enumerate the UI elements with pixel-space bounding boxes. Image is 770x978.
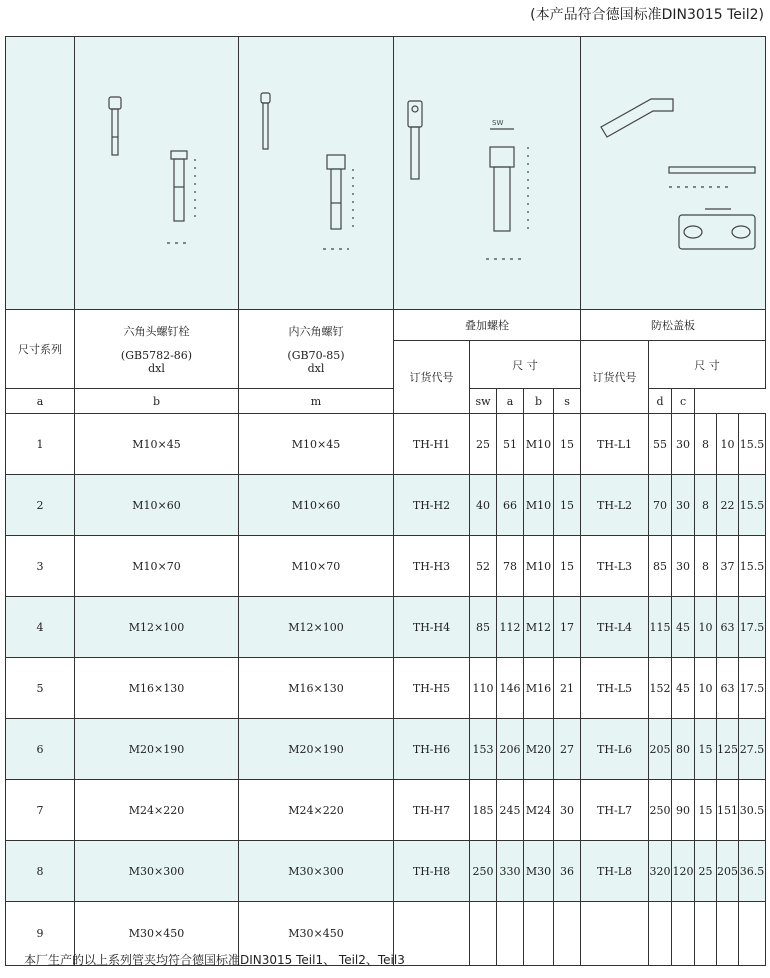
stack-bolt-drawing [394,37,581,310]
socket-screw-header [239,310,394,389]
stack-sw-cell: 17 [554,597,581,658]
size-series-cell: 8 [6,841,75,902]
plate-d-cell: 125 [717,719,739,780]
plate-col-b: b [524,389,554,414]
stack-m-cell: M10 [524,536,554,597]
plate-c-cell: 36.5 [739,841,766,902]
plate-d-cell: 22 [717,475,739,536]
illustration-row [6,37,766,310]
plate-a-cell: 250 [649,780,672,841]
plate-s-cell [695,902,717,966]
stack-b-cell: 146 [497,658,524,719]
stack-sw-cell: 30 [554,780,581,841]
stack-m-cell [524,902,554,966]
stack-b-cell [497,902,524,966]
stack-m-cell: M20 [524,719,554,780]
socket-screw-standard: (GB70-85) [287,349,345,362]
hex-bolt-cell: M20×190 [75,719,239,780]
plate-c-cell: 30.5 [739,780,766,841]
stack-m-cell: M10 [524,475,554,536]
plate-b-cell: 90 [672,780,695,841]
hex-bolt-header [75,310,239,389]
hex-bolt-title: 六角头螺钉栓 [123,325,190,338]
stack-m-cell: M16 [524,658,554,719]
lock-plate-code-cell: TH-L4 [581,597,649,658]
stack-a-cell: 85 [470,597,497,658]
socket-screw-cell: M10×45 [239,414,394,475]
socket-screw-title: 内六角螺钉 [288,325,344,338]
plate-d-cell: 205 [717,841,739,902]
plate-b-cell [672,902,695,966]
plate-c-cell: 15.5 [739,475,766,536]
spec-table-frame [5,36,765,944]
plate-a-cell: 320 [649,841,672,902]
size-series-cell: 3 [6,536,75,597]
stack-col-b: b [75,389,239,414]
plate-b-cell: 120 [672,841,695,902]
table-row [6,719,766,780]
stack-a-cell [470,902,497,966]
plate-a-cell: 152 [649,658,672,719]
plate-c-cell: 17.5 [739,658,766,719]
stack-m-cell: M10 [524,414,554,475]
stack-sw-cell [554,902,581,966]
size-series-cell: 6 [6,719,75,780]
stack-sw-cell: 15 [554,536,581,597]
plate-s-cell: 8 [695,414,717,475]
hex-bolt-drawing [75,37,239,310]
hex-bolt-cell: M10×70 [75,536,239,597]
size-series-cell: 5 [6,658,75,719]
plate-b-cell: 30 [672,414,695,475]
hex-bolt-standard: (GB5782-86) [120,349,193,362]
plate-s-cell: 15 [695,719,717,780]
header-row-1 [6,310,766,341]
stack-bolt-title: 叠加螺栓 [394,310,581,341]
illustration-empty [6,37,75,310]
stack-bolt-size-header: 尺 寸 [470,341,581,389]
plate-d-cell: 151 [717,780,739,841]
stack-b-cell: 112 [497,597,524,658]
plate-a-cell: 55 [649,414,672,475]
stack-sw-cell: 15 [554,475,581,536]
plate-b-cell: 30 [672,475,695,536]
stack-b-cell: 51 [497,414,524,475]
plate-b-cell: 45 [672,597,695,658]
lock-plate-code-cell: TH-L3 [581,536,649,597]
plate-col-s: s [554,389,581,414]
plate-s-cell: 10 [695,597,717,658]
stack-b-cell: 66 [497,475,524,536]
hex-bolt-cell: M24×220 [75,780,239,841]
stack-bolt-order-code-header: 订货代号 [394,341,470,414]
stack-sw-cell: 15 [554,414,581,475]
stack-col-a: a [6,389,75,414]
plate-a-cell: 115 [649,597,672,658]
lock-plate-code-cell: TH-L2 [581,475,649,536]
plate-s-cell: 10 [695,658,717,719]
hex-bolt-dims: dxl [148,362,165,375]
table-row [6,597,766,658]
socket-screw-cell: M30×300 [239,841,394,902]
plate-d-cell: 10 [717,414,739,475]
lock-plate-code-cell: TH-L8 [581,841,649,902]
stack-a-cell: 185 [470,780,497,841]
stack-b-cell: 330 [497,841,524,902]
lock-plate-code-cell: TH-L1 [581,414,649,475]
socket-screw-drawing [239,37,394,310]
table-row [6,780,766,841]
lock-plate-drawing [581,37,766,310]
stack-m-cell: M24 [524,780,554,841]
plate-c-cell: 15.5 [739,536,766,597]
table-row [6,658,766,719]
plate-s-cell: 25 [695,841,717,902]
plate-a-cell: 205 [649,719,672,780]
lock-plate-code-cell: TH-L5 [581,658,649,719]
stack-a-cell: 110 [470,658,497,719]
footer-note: 本厂生产的以上系列管夹均符合德国标准DIN3015 Teil1、 Teil2、Teil3 [24,953,405,967]
plate-col-c: c [672,389,695,414]
lock-plate-code-cell: TH-L6 [581,719,649,780]
plate-b-cell: 30 [672,536,695,597]
svg-text:SW: SW [492,119,504,127]
hex-bolt-cell: M12×100 [75,597,239,658]
table-row [6,475,766,536]
plate-d-cell: 63 [717,658,739,719]
data-rows [6,414,766,966]
table-row [6,841,766,902]
lock-plate-code-cell: TH-L7 [581,780,649,841]
plate-b-cell: 80 [672,719,695,780]
socket-screw-cell: M16×130 [239,658,394,719]
plate-d-cell: 63 [717,597,739,658]
stack-sw-cell: 21 [554,658,581,719]
size-series-cell: 2 [6,475,75,536]
plate-a-cell [649,902,672,966]
hex-bolt-cell: M16×130 [75,658,239,719]
plate-a-cell: 85 [649,536,672,597]
stack-col-m: m [239,389,394,414]
socket-screw-cell: M10×70 [239,536,394,597]
lock-plate-title: 防松盖板 [581,310,766,341]
stack-bolt-code-cell: TH-H5 [394,658,470,719]
plate-s-cell: 8 [695,475,717,536]
stack-m-cell: M12 [524,597,554,658]
stack-bolt-code-cell: TH-H8 [394,841,470,902]
stack-a-cell: 250 [470,841,497,902]
table-row [6,536,766,597]
stack-sw-cell: 36 [554,841,581,902]
stack-bolt-code-cell: TH-H6 [394,719,470,780]
socket-screw-cell: M20×190 [239,719,394,780]
size-series-cell: 1 [6,414,75,475]
stack-bolt-code-cell: TH-H7 [394,780,470,841]
stack-m-cell: M30 [524,841,554,902]
socket-screw-cell: M30×450 [239,902,394,966]
table-row [6,414,766,475]
plate-c-cell: 15.5 [739,414,766,475]
lock-plate-size-header: 尺 寸 [649,341,766,389]
plate-col-a: a [497,389,524,414]
plate-b-cell: 45 [672,658,695,719]
socket-screw-cell: M10×60 [239,475,394,536]
stack-bolt-code-cell: TH-H2 [394,475,470,536]
stack-a-cell: 25 [470,414,497,475]
stack-bolt-code-cell: TH-H4 [394,597,470,658]
stack-a-cell: 52 [470,536,497,597]
plate-c-cell [739,902,766,966]
size-series-cell: 9 [6,902,75,966]
size-series-cell: 7 [6,780,75,841]
stack-a-cell: 40 [470,475,497,536]
plate-a-cell: 70 [649,475,672,536]
stack-b-cell: 245 [497,780,524,841]
plate-s-cell: 8 [695,536,717,597]
stack-a-cell: 153 [470,719,497,780]
size-series-header: 尺寸系列 [6,310,75,389]
plate-col-d: d [649,389,672,414]
stack-col-sw: sw [470,389,497,414]
plate-s-cell: 15 [695,780,717,841]
header-row-3 [6,389,766,414]
hex-bolt-cell: M10×60 [75,475,239,536]
socket-screw-cell: M24×220 [239,780,394,841]
stack-b-cell: 206 [497,719,524,780]
stack-bolt-code-cell: TH-H3 [394,536,470,597]
spec-table [5,36,766,966]
lock-plate-code-cell [581,902,649,966]
size-series-cell: 4 [6,597,75,658]
plate-d-cell [717,902,739,966]
standard-note: (本产品符合德国标准DIN3015 Teil2) [530,7,764,23]
plate-d-cell: 37 [717,536,739,597]
hex-bolt-cell: M30×300 [75,841,239,902]
socket-screw-dims: dxl [307,362,325,375]
plate-c-cell: 17.5 [739,597,766,658]
stack-bolt-code-cell: TH-H1 [394,414,470,475]
socket-screw-cell: M12×100 [239,597,394,658]
hex-bolt-cell: M10×45 [75,414,239,475]
hex-bolt-cell: M30×450 [75,902,239,966]
lock-plate-order-code-header: 订货代号 [581,341,649,414]
plate-c-cell: 27.5 [739,719,766,780]
stack-sw-cell: 27 [554,719,581,780]
stack-b-cell: 78 [497,536,524,597]
